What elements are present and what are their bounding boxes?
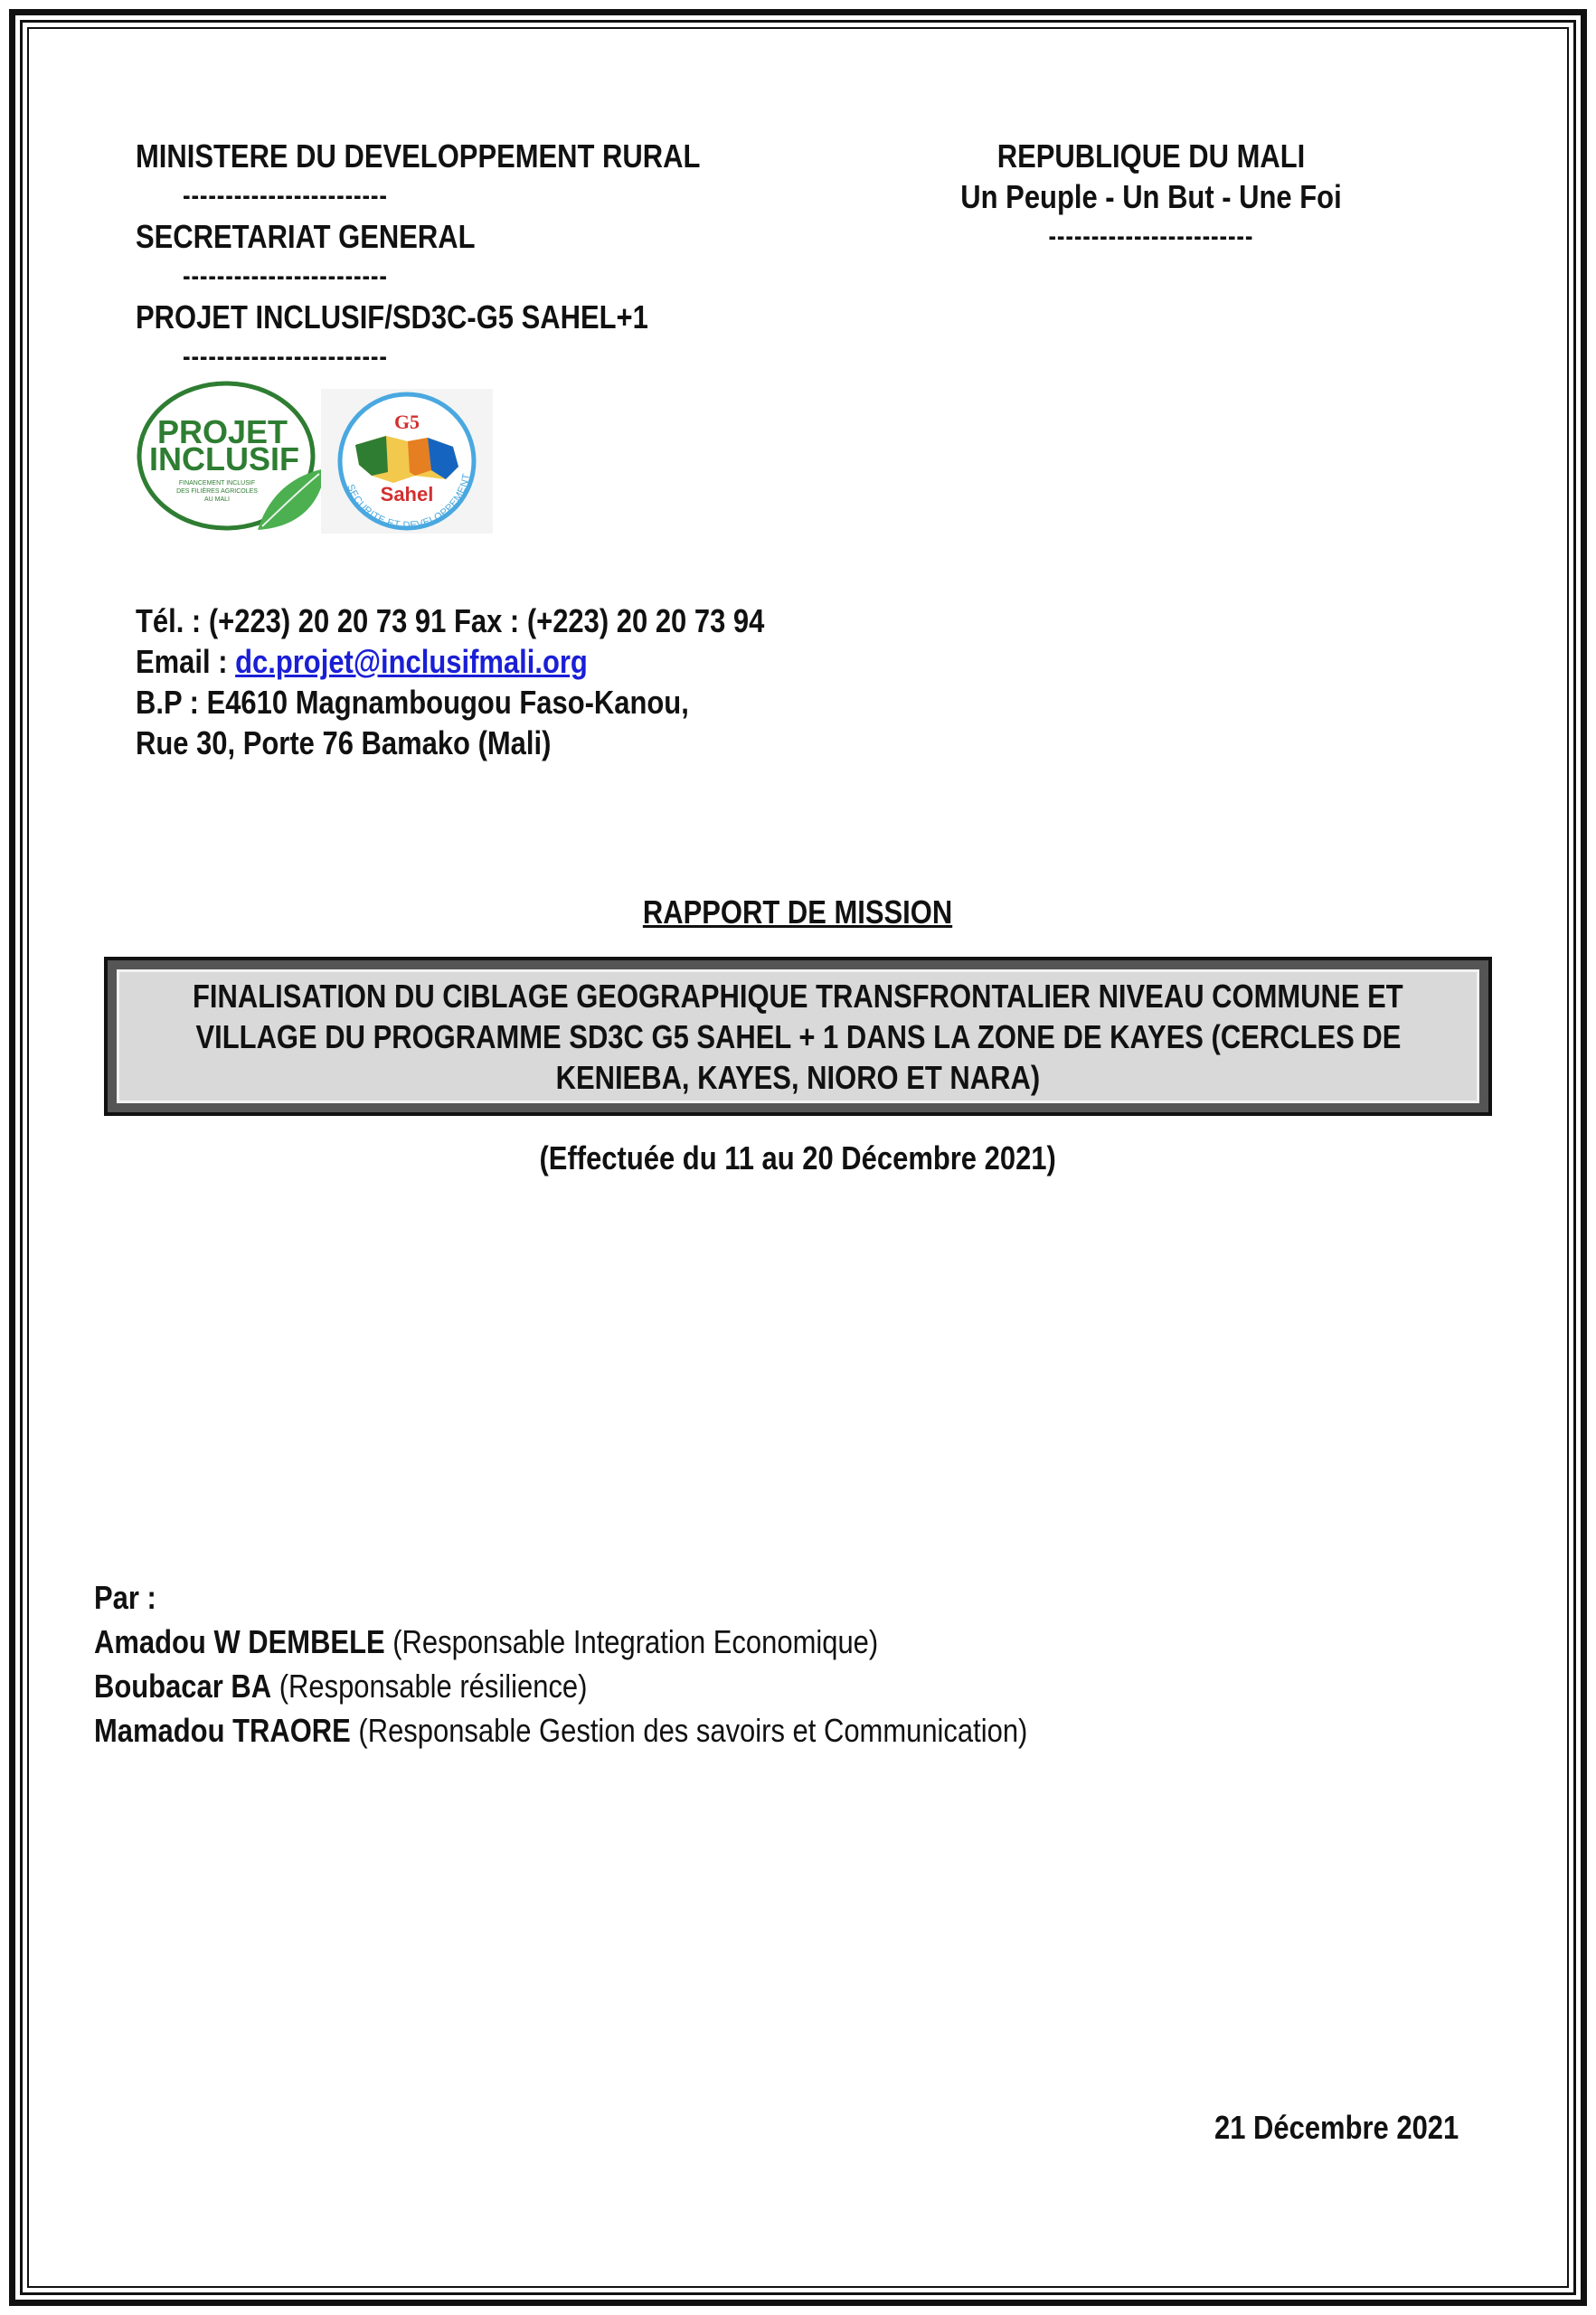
author-role: (Responsable résilience) <box>271 1668 588 1705</box>
author-role: (Responsable Gestion des savoirs et Communication) <box>350 1712 1028 1749</box>
g5-sahel-logo <box>321 389 493 534</box>
mission-title-line: KENIEBA, KAYES, NIORO ET NARA) <box>555 1058 1041 1096</box>
g5-text: G5 <box>393 411 420 433</box>
logo-line2: INCLUSIF <box>149 440 299 477</box>
g5-name: Sahel <box>380 483 434 506</box>
author-role: (Responsable Integration Economique) <box>384 1623 879 1660</box>
ministry-name: MINISTERE DU DEVELOPPEMENT RURAL <box>136 137 701 175</box>
country-name: REPUBLIQUE DU MALI <box>996 137 1305 175</box>
authors-block <box>94 1575 1360 1753</box>
report-type: RAPPORT DE MISSION <box>643 893 953 931</box>
authors-label: Par : <box>94 1579 156 1616</box>
mission-period: (Effectuée du 11 au 20 Décembre 2021) <box>539 1139 1057 1176</box>
author-item <box>94 1620 1360 1664</box>
ministry-header <box>136 136 859 377</box>
header-separator: ------------------------ <box>183 342 388 372</box>
svg-text:FINANCEMENT INCLUSIF: FINANCEMENT INCLUSIF <box>178 480 256 487</box>
mission-title-banner <box>104 957 1492 1116</box>
secretariat-name: SECRETARIAT GENERAL <box>136 218 476 255</box>
address-line-2: Rue 30, Porte 76 Bamako (Mali) <box>136 724 552 761</box>
header-separator: ------------------------ <box>183 261 388 291</box>
author-name: Boubacar BA <box>94 1668 272 1705</box>
projet-inclusif-logo <box>136 378 326 534</box>
report-date: 21 Décembre 2021 <box>1214 2109 1459 2146</box>
header-separator: ------------------------ <box>1048 222 1253 251</box>
author-item <box>94 1664 1360 1708</box>
country-motto: Un Peuple - Un But - Une Foi <box>959 178 1342 215</box>
contact-block <box>136 600 949 763</box>
svg-text:DES FILIÈRES AGRICOLES: DES FILIÈRES AGRICOLES <box>176 488 258 495</box>
header-separator: ------------------------ <box>183 181 388 211</box>
author-name: Mamadou TRAORE <box>94 1712 351 1749</box>
author-name: Amadou W DEMBELE <box>94 1623 385 1660</box>
author-item <box>94 1708 1360 1753</box>
logos <box>136 378 497 534</box>
g5-arc-text: SECURITE ET DEVELOPPEMENT <box>345 472 473 532</box>
address-line-1: B.P : E4610 Magnambougou Faso-Kanou, <box>136 684 689 721</box>
svg-text:AU MALI: AU MALI <box>203 496 231 503</box>
mission-title-line: FINALISATION DU CIBLAGE GEOGRAPHIQUE TRANSFRONTALIER NIVEAU COMMUNE ET <box>193 977 1403 1015</box>
project-name: PROJET INCLUSIF/SD3C-G5 SAHEL+1 <box>136 298 648 335</box>
republic-header <box>904 136 1397 257</box>
email-label: Email : <box>136 643 236 680</box>
mission-title-line: VILLAGE DU PROGRAMME SD3C G5 SAHEL + 1 DANS LA ZONE DE KAYES (CERCLES DE <box>195 1017 1401 1055</box>
logo-line1: PROJET <box>156 413 288 450</box>
email-link[interactable]: dc.projet@inclusifmali.org <box>235 643 588 680</box>
phone-fax: Tél. : (+223) 20 20 73 91 Fax : (+223) 20 20 73 94 <box>136 602 765 639</box>
